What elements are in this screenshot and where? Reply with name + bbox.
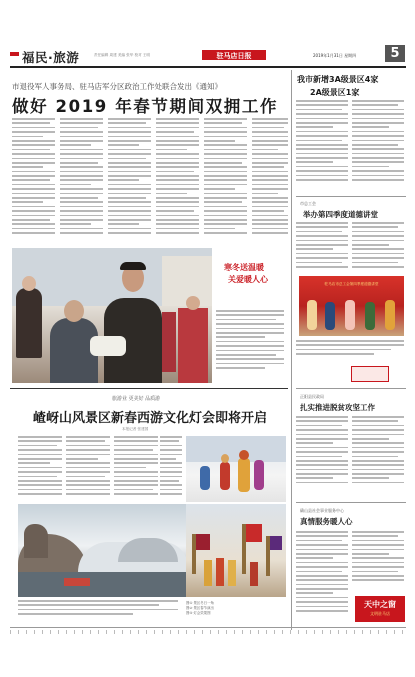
issue-date: 2019年1月31日 星期四 <box>313 53 357 58</box>
right-article-3-title: 扎实推进脱贫攻坚工作 <box>300 403 375 412</box>
right-article-2-kicker: 市总工会 <box>300 201 316 206</box>
lantern-photo-landscape <box>18 504 186 597</box>
right-article-3-body-b <box>352 416 404 496</box>
right-divider-2 <box>296 388 406 389</box>
lantern-byline: 本报记者 张建国 <box>122 427 149 431</box>
right-article-2-body-b <box>352 222 404 274</box>
section-divider <box>10 388 288 389</box>
section-accent-bar <box>10 52 19 56</box>
section-title: 福民·旅游 <box>22 50 80 65</box>
lantern-headline: 嵖岈山风景区新春西游文化灯会即将开启 <box>33 411 268 426</box>
right-article-4-body-b <box>352 531 404 591</box>
lead-body-col-1 <box>12 118 55 246</box>
right-article-4-body-a <box>296 531 348 623</box>
window-logo-box <box>355 596 405 622</box>
lantern-photo-caption-3: 图③ 灯会效果图 <box>186 611 211 615</box>
lantern-kicker: 旅游业 更美好 品质游 <box>112 396 161 402</box>
photo-caption-body <box>216 310 284 378</box>
right-article-3-kicker: 正阳县民政局 <box>300 394 324 399</box>
lead-body-col-3 <box>108 118 151 246</box>
right-article-1-title-1: 我市新增3A级景区4家 <box>297 75 379 84</box>
banner-text: 驻马店市总工会第四季度道德讲堂 <box>324 282 379 286</box>
charity-photo <box>12 248 212 383</box>
right-article-1-body-a <box>296 100 348 192</box>
lantern-body-col-2 <box>66 436 110 502</box>
lead-body-col-2 <box>60 118 103 246</box>
lead-headline: 做好 2019 年春节期间双拥工作 <box>12 97 279 116</box>
page-number: 5 <box>385 45 405 62</box>
page-header <box>10 44 406 66</box>
right-article-2-body-a <box>296 222 348 274</box>
lantern-photo-show <box>186 436 286 502</box>
editor-note: 责任编辑 周建 美编 张华 校对 王明 <box>94 53 151 57</box>
window-logo-sub: 文明驻马店 <box>370 611 390 616</box>
lead-kicker: 市退役军人事务局、驻马店军分区政治工作处联合发出《通知》 <box>12 82 222 91</box>
right-divider-1 <box>296 196 406 197</box>
footer-ornament <box>10 630 406 634</box>
right-article-2-title: 举办第四季度道德讲堂 <box>303 210 378 219</box>
photo-caption-box <box>212 248 287 383</box>
lantern-body-col-1 <box>18 436 62 502</box>
photo-caption-title-2: 关爱暖人心 <box>228 275 268 284</box>
photo-caption-title-1: 寒冬送温暖 <box>224 263 264 272</box>
lantern-body-col-3 <box>114 436 158 502</box>
lead-body-col-5 <box>204 118 247 246</box>
right-article-2-body-c <box>296 340 404 362</box>
right-article-4-title: 真情服务暖人心 <box>300 517 353 526</box>
footer-rule <box>10 627 406 628</box>
right-article-2-photo <box>299 276 404 336</box>
header-rule <box>10 66 406 68</box>
right-divider-3 <box>296 502 406 503</box>
lead-body-col-6 <box>252 118 288 246</box>
lantern-body-bottom <box>18 600 178 620</box>
column-divider <box>291 70 292 630</box>
window-logo-text: 天中之窗 <box>364 600 396 609</box>
lantern-body-col-4 <box>160 436 182 502</box>
lead-body-col-4 <box>156 118 199 246</box>
right-article-1-body-b <box>352 100 404 192</box>
right-article-1-title-2: 2A级景区1家 <box>310 88 360 97</box>
right-article-3-body-a <box>296 416 348 496</box>
lantern-photo-performers <box>186 504 286 597</box>
right-article-4-kicker: 确山县社会事业服务中心 <box>300 508 344 513</box>
right-stamp <box>351 366 389 382</box>
lantern-photo-caption-1: 图① 景区冬日一角 <box>186 601 214 605</box>
masthead-logo: 驻马店日报 <box>202 50 266 60</box>
lantern-photo-caption-2: 图② 景区春节演出 <box>186 606 214 610</box>
